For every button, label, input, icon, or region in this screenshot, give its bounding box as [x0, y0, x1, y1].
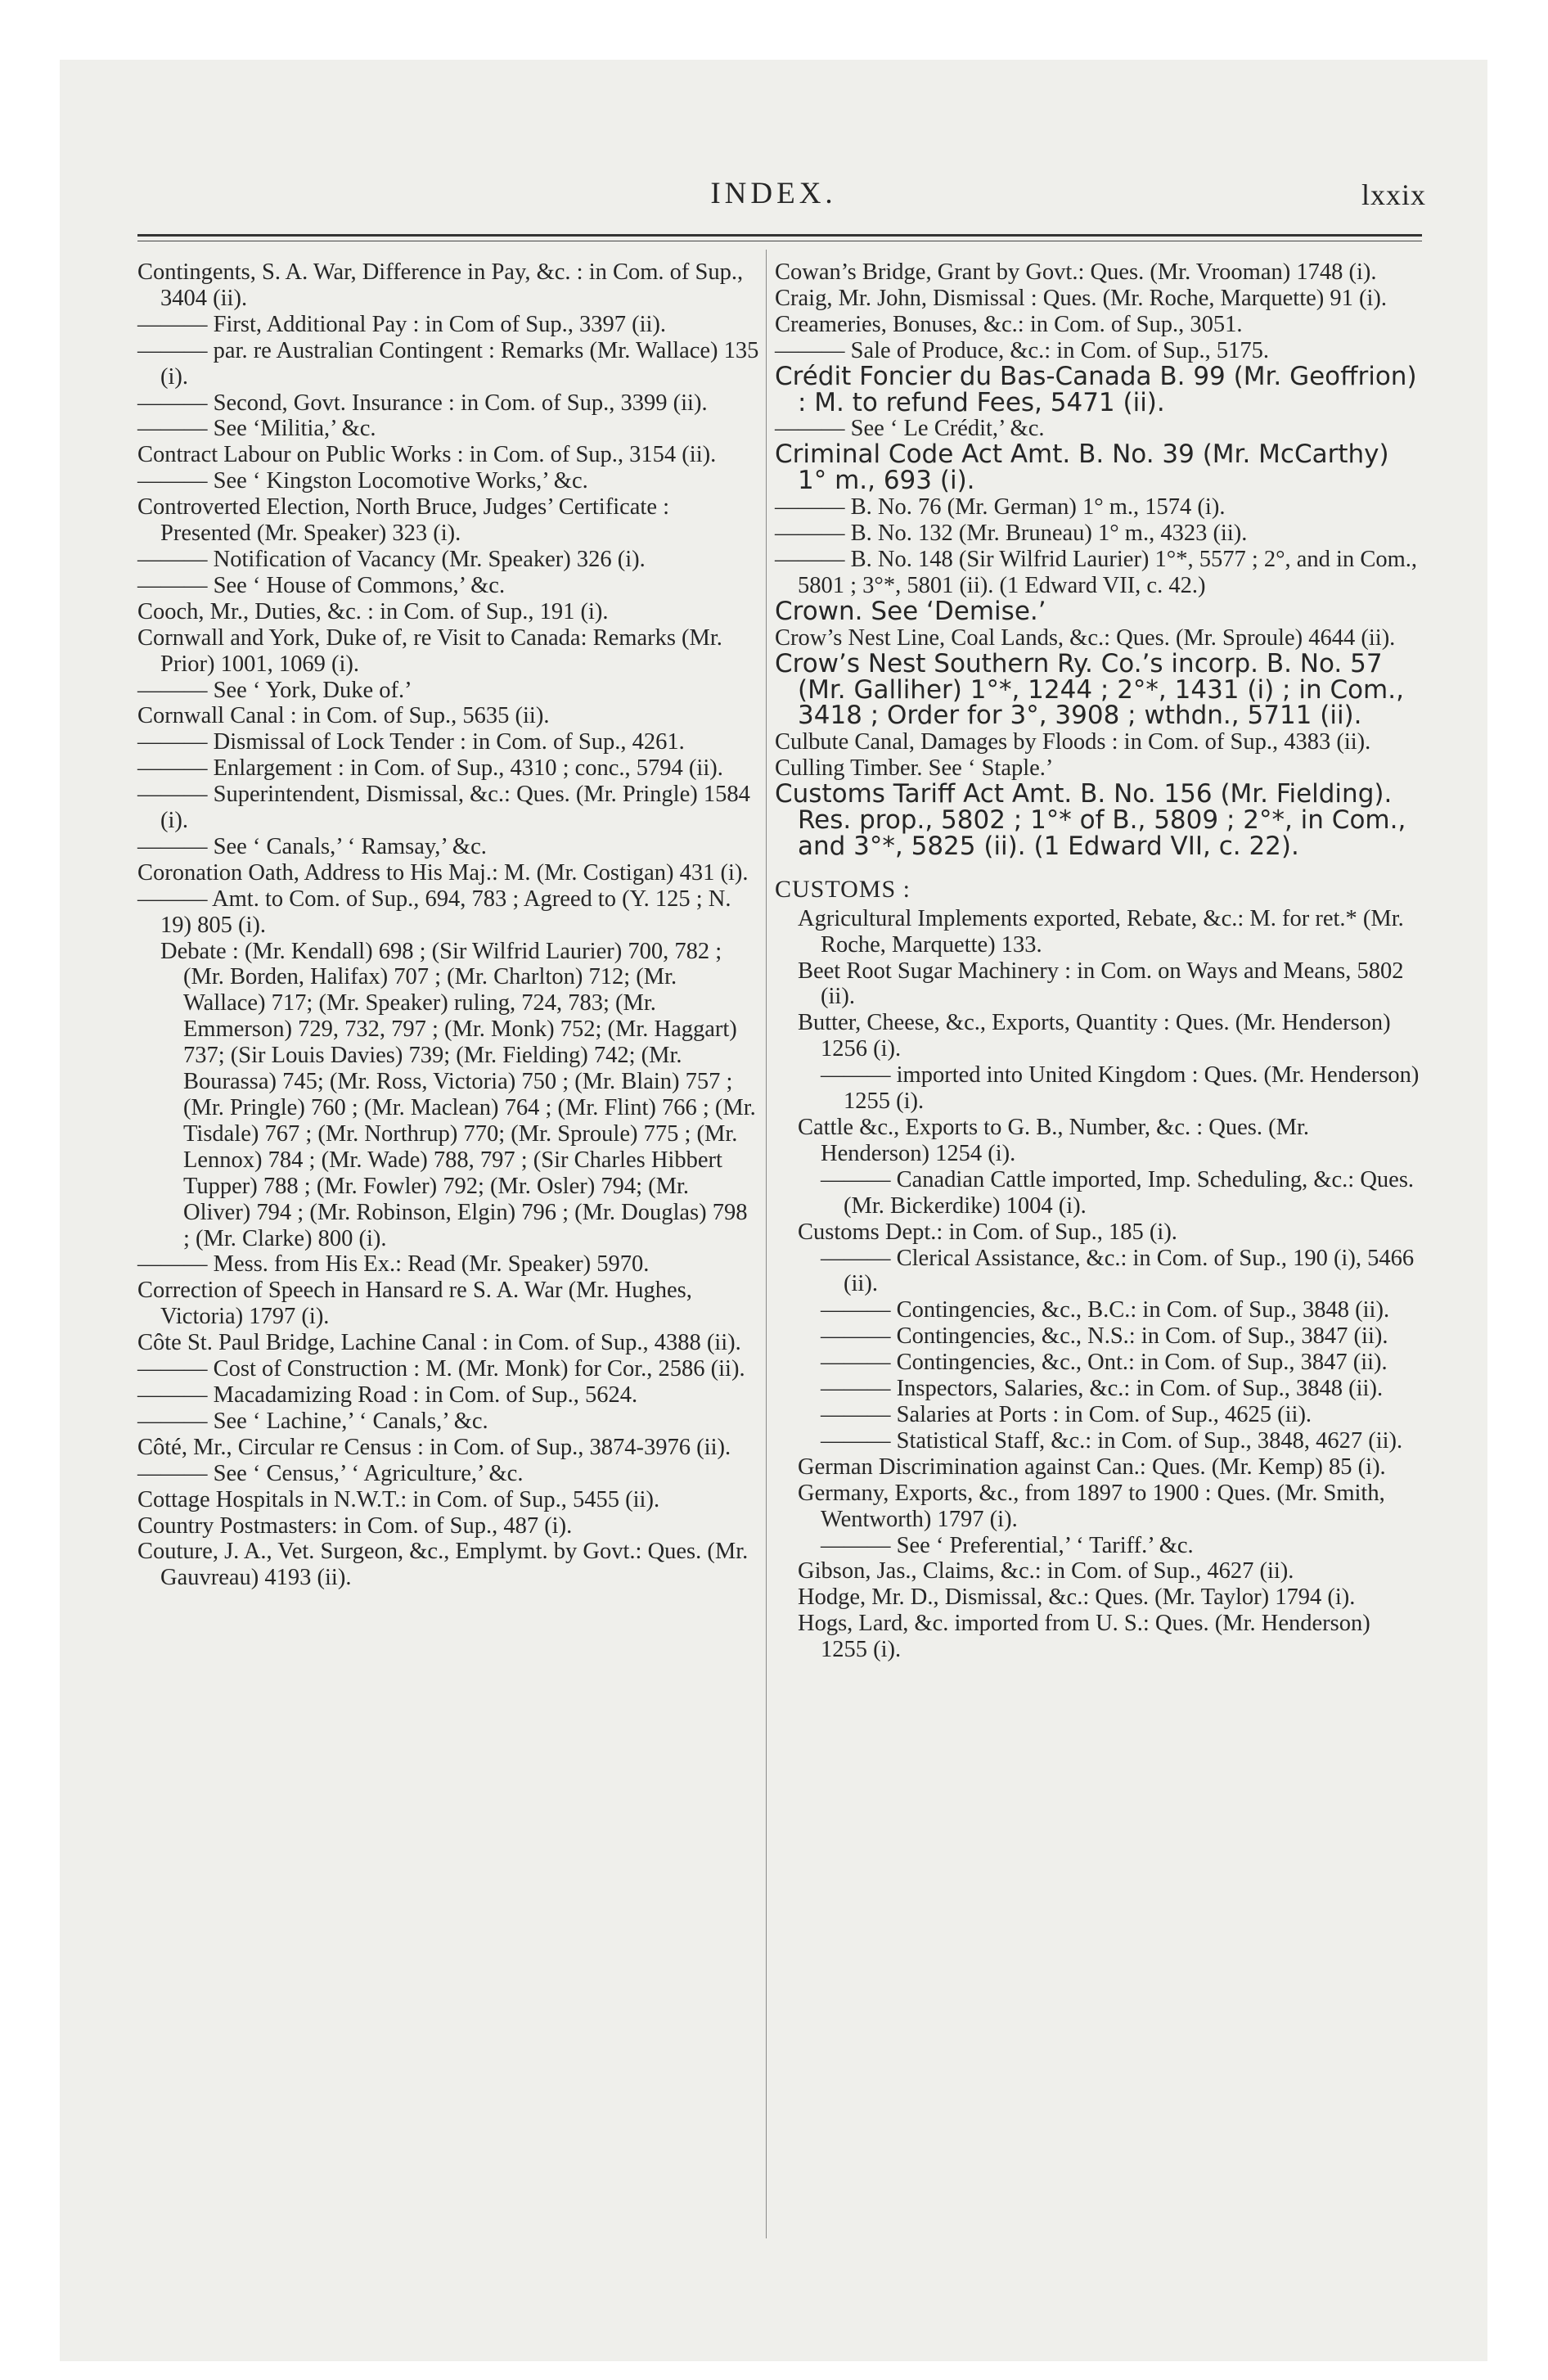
index-entry: ——— Notification of Vacancy (Mr. Speaker) 326 (i). [137, 546, 646, 572]
customs-entry: ——— Contingencies, &c., Ont.: in Com. of Sup., 3847 (ii). [821, 1350, 1388, 1376]
index-entry: Creameries, Bonuses, &c.: in Com. of Sup., 3051. [775, 311, 1243, 337]
index-entry: Contingents, S. A. War, Difference in Pay, &c. : in Com. of Sup., 3404 (ii). [137, 259, 744, 311]
index-entry: ——— Sale of Produce, &c.: in Com. of Sup., 5175. [775, 337, 1269, 363]
index-entry: ——— Enlargement : in Com. of Sup., 4310 ; conc., 5794 (ii). [137, 755, 723, 782]
bill-entry: Crow’s Nest Southern Ry. Co.’s incorp. B. No. 57 (Mr. Galliher) 1°*, 1244 ; 2°*, 1431 (i) ; in Com., 3418 ; Order for 3°, 3908 ; wthdn., 5711 (ii). [775, 648, 1404, 731]
index-entry: Côte St. Paul Bridge, Lachine Canal : in Com. of Sup., 4388 (ii). [137, 1330, 741, 1356]
bill-entry: Crown. See ‘Demise.’ [775, 596, 1046, 626]
index-entry: Cooch, Mr., Duties, &c. : in Com. of Sup., 191 (i). [137, 598, 609, 624]
index-entry: Correction of Speech in Hansard re S. A. War (Mr. Hughes, Victoria) 1797 (i). [137, 1278, 692, 1330]
bill-entry: Customs Tariff Act Amt. B. No. 156 (Mr. Fielding). Res. prop., 5802 ; 1°* of B., 5809 ; 2°*, in Com., and 3°*, 5825 (ii). (1 Edward VII, c. 22). [775, 779, 1406, 861]
index-entry: Culbute Canal, Damages by Floods : in Com. of Sup., 4383 (ii). [775, 729, 1371, 755]
customs-entry: ——— Contingencies, &c., N.S.: in Com. of Sup., 3847 (ii). [821, 1323, 1388, 1350]
index-entry: Contract Labour on Public Works : in Com. of Sup., 3154 (ii). [137, 442, 717, 468]
index-entry: Cornwall and York, Duke of, re Visit to Canada: Remarks (Mr. Prior) 1001, 1069 (i). [137, 624, 722, 677]
index-entry: Craig, Mr. John, Dismissal : Ques. (Mr. Roche, Marquette) 91 (i). [775, 285, 1388, 311]
index-entry: Coronation Oath, Address to His Maj.: M. (Mr. Costigan) 431 (i). [137, 859, 749, 886]
customs-entry: ——— See ‘ Preferential,’ ‘ Tariff.’ &c. [821, 1532, 1194, 1558]
index-entry: ——— Mess. from His Ex.: Read (Mr. Speaker) 5970. [137, 1251, 650, 1278]
index-page [60, 60, 1487, 2361]
index-entry: ——— First, Additional Pay : in Com of Sup., 3397 (ii). [137, 311, 667, 337]
customs-entry: ——— Statistical Staff, &c.: in Com. of Sup., 3848, 4627 (ii). [821, 1427, 1403, 1454]
right-column [775, 259, 1420, 1663]
column-divider [766, 250, 767, 2238]
customs-entry: Germany, Exports, &c., from 1897 to 1900 : Ques. (Mr. Smith, Wentworth) 1797 (i). [798, 1480, 1385, 1532]
index-entry: ——— See ‘ Canals,’ ‘ Ramsay,’ &c. [137, 833, 487, 859]
index-entry: Côté, Mr., Circular re Census : in Com. of Sup., 3874-3976 (ii). [137, 1434, 731, 1460]
customs-entry: ——— Canadian Cattle imported, Imp. Scheduling, &c.: Ques. (Mr. Bickerdike) 1004 (i). [821, 1166, 1415, 1219]
customs-entry: Gibson, Jas., Claims, &c.: in Com. of Sup., 4627 (ii). [798, 1558, 1294, 1584]
index-entry: Couture, J. A., Vet. Surgeon, &c., Emplymt. by Govt.: Ques. (Mr. Gauvreau) 4193 (ii). [137, 1539, 749, 1591]
index-entry: ——— See ‘ Kingston Locomotive Works,’ &c. [137, 468, 588, 494]
customs-entry: Butter, Cheese, &c., Exports, Quantity : Ques. (Mr. Henderson) 1256 (i). [798, 1010, 1391, 1062]
index-entry: ——— B. No. 76 (Mr. German) 1° m., 1574 (i). [775, 494, 1226, 521]
index-entry: Cottage Hospitals in N.W.T.: in Com. of Sup., 5455 (ii). [137, 1486, 660, 1512]
index-entry: ——— See ‘ House of Commons,’ &c. [137, 572, 506, 598]
customs-entry: ——— Inspectors, Salaries, &c.: in Com. of Sup., 3848 (ii). [821, 1376, 1384, 1402]
debate-entry: Debate : (Mr. Kendall) 698 ; (Sir Wilfrid Laurier) 700, 782 ; (Mr. Borden, Halifax) 707 ; (Mr. Charlton) 712; (Mr. Wallace) 717; (Mr. Speaker) ruling, 724, 783; (Mr. Emmerson) 729, 732, 797 ; (Mr. Monk) 752; (Mr. Haggart) 737; (Sir Louis Davies) 739; (Mr. Fielding) 742; (Mr. Bourassa) 745; (Mr. Ross, Victoria) 750 ; (Mr. Blain) 757 ; (Mr. Pringle) 760 ; (Mr. Maclean) 764 ; (Mr. Flint) 766 ; (Mr. Tisdale) 767 ; (Mr. Northrup) 770; (Mr. Sproule) 775 ; (Mr. Lennox) 784 ; (Mr. Wade) 788, 797 ; (Sir Charles Hibbert Tupper) 788 ; (Mr. Fowler) 792; (Mr. Osler) 794; (Mr. Oliver) 794 ; (Mr. Robinson, Elgin) 796 ; (Mr. Douglas) 798 ; (Mr. Clarke) 800 (i). [160, 938, 756, 1251]
customs-entry: Cattle &c., Exports to G. B., Number, &c. : Ques. (Mr. Henderson) 1254 (i). [798, 1115, 1309, 1166]
customs-entry: ——— Clerical Assistance, &c.: in Com. of Sup., 190 (i), 5466 (ii). [821, 1245, 1415, 1297]
index-entry: Country Postmasters: in Com. of Sup., 487 (i). [137, 1512, 573, 1539]
index-entry: ——— Macadamizing Road : in Com. of Sup., 5624. [137, 1382, 638, 1408]
customs-entry: Hogs, Lard, &c. imported from U. S.: Ques. (Mr. Henderson) 1255 (i). [798, 1611, 1370, 1663]
index-entry: ——— Dismissal of Lock Tender : in Com. of Sup., 4261. [137, 729, 685, 755]
left-column [137, 259, 759, 1591]
customs-entry: ——— Contingencies, &c., B.C.: in Com. of Sup., 3848 (ii). [821, 1297, 1390, 1323]
index-entry: ——— Amt. to Com. of Sup., 694, 783 ; Agreed to (Y. 125 ; N. 19) 805 (i). [137, 886, 731, 938]
page-header [60, 60, 1487, 256]
bill-entry: Criminal Code Act Amt. B. No. 39 (Mr. McCarthy) 1° m., 693 (i). [775, 439, 1389, 496]
index-entry: Culling Timber. See ‘ Staple.’ [775, 755, 1054, 782]
bill-entry: Crédit Foncier du Bas-Canada B. 99 (Mr. Geoffrion) : M. to refund Fees, 5471 (ii). [775, 361, 1417, 417]
page-title: INDEX. [710, 177, 837, 210]
index-entry: Cowan’s Bridge, Grant by Govt.: Ques. (Mr. Vrooman) 1748 (i). [775, 259, 1377, 285]
index-entry: Cornwall Canal : in Com. of Sup., 5635 (ii). [137, 703, 550, 729]
page-number: lxxix [1361, 178, 1426, 211]
header-rule [137, 234, 1422, 237]
customs-entry: German Discrimination against Can.: Ques. (Mr. Kemp) 85 (i). [798, 1454, 1386, 1480]
index-entry: ——— See ‘ York, Duke of.’ [137, 677, 412, 703]
index-entry: ——— See ‘ Census,’ ‘ Agriculture,’ &c. [137, 1460, 524, 1486]
customs-entry: Beet Root Sugar Machinery : in Com. on Ways and Means, 5802 (ii). [798, 958, 1404, 1010]
customs-entry: Customs Dept.: in Com. of Sup., 185 (i). [798, 1219, 1177, 1245]
index-entry: Crow’s Nest Line, Coal Lands, &c.: Ques. (Mr. Sproule) 4644 (ii). [775, 624, 1396, 651]
section-heading: CUSTOMS : [775, 875, 911, 903]
index-entry: ——— See ‘ Lachine,’ ‘ Canals,’ &c. [137, 1408, 488, 1434]
index-entry: ——— B. No. 148 (Sir Wilfrid Laurier) 1°*, 5577 ; 2°, and in Com., 5801 ; 3°*, 5801 (ii). (1 Edward VII, c. 42.) [775, 546, 1418, 598]
index-entry: ——— B. No. 132 (Mr. Bruneau) 1° m., 4323 (ii). [775, 521, 1248, 547]
customs-entry: ——— Salaries at Ports : in Com. of Sup., 4625 (ii). [821, 1401, 1312, 1427]
index-entry: ——— Superintendent, Dismissal, &c.: Ques. (Mr. Pringle) 1584 (i). [137, 782, 750, 834]
customs-entry: Agricultural Implements exported, Rebate, &c.: M. for ret.* (Mr. Roche, Marquette) 133. [798, 905, 1404, 958]
index-entry: ——— See ‘Militia,’ &c. [137, 416, 376, 442]
customs-entry: ——— imported into United Kingdom : Ques. (Mr. Henderson) 1255 (i). [821, 1062, 1420, 1115]
index-entry: ——— Second, Govt. Insurance : in Com. of Sup., 3399 (ii). [137, 390, 708, 416]
index-entry: ——— Cost of Construction : M. (Mr. Monk) for Cor., 2586 (ii). [137, 1356, 745, 1382]
index-entry: ——— See ‘ Le Crédit,’ &c. [775, 416, 1045, 442]
index-entry: Controverted Election, North Bruce, Judges’ Certificate : Presented (Mr. Speaker) 323 (i). [137, 494, 670, 547]
customs-entry: Hodge, Mr. D., Dismissal, &c.: Ques. (Mr. Taylor) 1794 (i). [798, 1584, 1356, 1611]
index-entry: ——— par. re Australian Contingent : Remarks (Mr. Wallace) 135 (i). [137, 337, 759, 390]
